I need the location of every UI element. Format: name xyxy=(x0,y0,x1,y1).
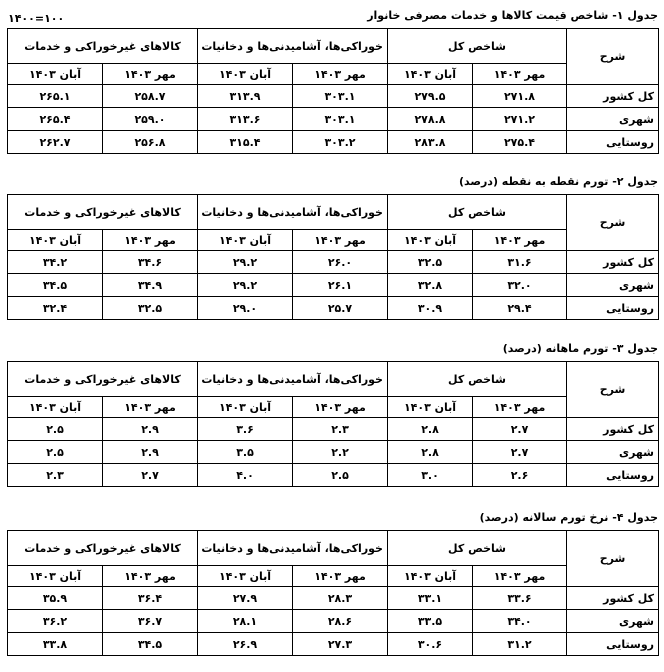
column-group-header: شاخص کل xyxy=(388,195,567,230)
table-row xyxy=(8,297,659,320)
table-cell: ۳۴.۶ xyxy=(103,251,198,274)
month-header: آبان ۱۴۰۳ xyxy=(388,397,473,418)
table-cell: ۳۴.۵ xyxy=(103,633,198,656)
table-cell: ۲۷۵.۴ xyxy=(473,131,567,154)
month-header: مهر ۱۴۰۳ xyxy=(293,566,388,587)
table-cell: ۲.۵ xyxy=(8,418,103,441)
month-header: آبان ۱۴۰۳ xyxy=(388,64,473,85)
row-label: شهری xyxy=(567,441,659,464)
header-row-groups xyxy=(8,362,659,397)
table-title: جدول ۴- نرخ تورم سالانه (درصد) xyxy=(479,511,658,524)
table-cell: ۳۴.۵ xyxy=(8,274,103,297)
month-header: آبان ۱۴۰۳ xyxy=(8,230,103,251)
row-label: کل کشور xyxy=(567,587,659,610)
table-title-row xyxy=(0,174,664,192)
table-section-4 xyxy=(0,510,664,651)
table-title: جدول ۲- تورم نقطه به نقطه (درصد) xyxy=(458,175,658,188)
table-title-row xyxy=(0,341,664,359)
table-cell: ۲.۷ xyxy=(103,464,198,487)
table-cell: ۲۹.۲ xyxy=(198,251,293,274)
month-header: آبان ۱۴۰۳ xyxy=(198,566,293,587)
table-cell: ۲۵۶.۸ xyxy=(103,131,198,154)
table-cell: ۳۰.۹ xyxy=(388,297,473,320)
table-cell: ۳۰.۶ xyxy=(388,633,473,656)
table-cell: ۲۵۸.۷ xyxy=(103,85,198,108)
month-header: آبان ۱۴۰۳ xyxy=(198,64,293,85)
column-group-header: خوراکی‌ها، آشامیدنی‌ها و دخانیات xyxy=(198,29,388,64)
table-cell: ۴.۰ xyxy=(198,464,293,487)
table-cell: ۳۰۳.۱ xyxy=(293,85,388,108)
table-cell: ۲۹.۰ xyxy=(198,297,293,320)
table-cell: ۲۶.۱ xyxy=(293,274,388,297)
table-cell: ۲۷۱.۸ xyxy=(473,85,567,108)
table-cell: ۲۶۲.۷ xyxy=(8,131,103,154)
table-cell: ۲۸.۱ xyxy=(198,610,293,633)
row-label-header: شرح xyxy=(567,531,659,587)
column-group-header: خوراکی‌ها، آشامیدنی‌ها و دخانیات xyxy=(198,195,388,230)
table-cell: ۳۱۳.۹ xyxy=(198,85,293,108)
table-cell: ۳۱.۶ xyxy=(473,251,567,274)
month-header: مهر ۱۴۰۳ xyxy=(473,397,567,418)
table-cell: ۲۹.۲ xyxy=(198,274,293,297)
column-group-header: خوراکی‌ها، آشامیدنی‌ها و دخانیات xyxy=(198,531,388,566)
table-cell: ۳۱۳.۶ xyxy=(198,108,293,131)
column-group-header: کالاهای غیرخوراکی و خدمات xyxy=(8,29,198,64)
row-label: روستایی xyxy=(567,633,659,656)
table-title: جدول ۱- شاخص قیمت کالاها و خدمات مصرفی خانوار xyxy=(367,9,658,22)
table-cell: ۲.۵ xyxy=(8,441,103,464)
column-group-header: شاخص کل xyxy=(388,531,567,566)
table-cell: ۳۴.۰ xyxy=(473,610,567,633)
month-header: آبان ۱۴۰۳ xyxy=(388,566,473,587)
header-row-months xyxy=(8,64,659,85)
table-cell: ۲.۹ xyxy=(103,418,198,441)
month-header: آبان ۱۴۰۳ xyxy=(8,397,103,418)
month-header: آبان ۱۴۰۳ xyxy=(388,230,473,251)
table-cell: ۲۶.۹ xyxy=(198,633,293,656)
column-group-header: خوراکی‌ها، آشامیدنی‌ها و دخانیات xyxy=(198,362,388,397)
table-cell: ۳۳.۱ xyxy=(388,587,473,610)
base-year-label: ۱۴۰۰=۱۰۰ xyxy=(8,12,65,25)
row-label: کل کشور xyxy=(567,418,659,441)
table-row xyxy=(8,418,659,441)
table-cell: ۳۲.۵ xyxy=(388,251,473,274)
table-cell: ۳۳.۵ xyxy=(388,610,473,633)
row-label: کل کشور xyxy=(567,251,659,274)
table-cell: ۲۸.۶ xyxy=(293,610,388,633)
row-label-header: شرح xyxy=(567,195,659,251)
table-cell: ۳۶.۴ xyxy=(103,587,198,610)
table-cell: ۲.۳ xyxy=(8,464,103,487)
data-table xyxy=(7,361,659,487)
row-label: شهری xyxy=(567,274,659,297)
table-cell: ۳۱۵.۴ xyxy=(198,131,293,154)
header-row-months xyxy=(8,230,659,251)
table-cell: ۳۶.۷ xyxy=(103,610,198,633)
data-table xyxy=(7,28,659,154)
table-cell: ۳۱.۲ xyxy=(473,633,567,656)
table-row xyxy=(8,251,659,274)
table-cell: ۳۶.۲ xyxy=(8,610,103,633)
table-cell: ۳.۰ xyxy=(388,464,473,487)
table-section-2 xyxy=(0,174,664,315)
table-cell: ۲.۵ xyxy=(293,464,388,487)
row-label: روستایی xyxy=(567,297,659,320)
month-header: مهر ۱۴۰۳ xyxy=(473,566,567,587)
table-cell: ۲۶.۰ xyxy=(293,251,388,274)
column-group-header: شاخص کل xyxy=(388,29,567,64)
table-cell: ۲۷۹.۵ xyxy=(388,85,473,108)
column-group-header: کالاهای غیرخوراکی و خدمات xyxy=(8,195,198,230)
month-header: آبان ۱۴۰۳ xyxy=(198,230,293,251)
row-label: کل کشور xyxy=(567,85,659,108)
row-label: روستایی xyxy=(567,131,659,154)
month-header: مهر ۱۴۰۳ xyxy=(103,230,198,251)
table-cell: ۳.۵ xyxy=(198,441,293,464)
table-title-row xyxy=(0,510,664,528)
data-table xyxy=(7,530,659,656)
table-title: جدول ۳- تورم ماهانه (درصد) xyxy=(502,342,658,355)
table-cell: ۲۹.۴ xyxy=(473,297,567,320)
row-label: شهری xyxy=(567,108,659,131)
row-label-header: شرح xyxy=(567,29,659,85)
table-row xyxy=(8,587,659,610)
table-cell: ۳۰۳.۲ xyxy=(293,131,388,154)
table-row xyxy=(8,85,659,108)
month-header: مهر ۱۴۰۳ xyxy=(473,230,567,251)
table-cell: ۲۸۳.۸ xyxy=(388,131,473,154)
table-cell: ۲۷.۹ xyxy=(198,587,293,610)
month-header: آبان ۱۴۰۳ xyxy=(198,397,293,418)
table-cell: ۲۷۱.۲ xyxy=(473,108,567,131)
table-cell: ۲.۸ xyxy=(388,418,473,441)
table-cell: ۲.۶ xyxy=(473,464,567,487)
table-row xyxy=(8,633,659,656)
month-header: مهر ۱۴۰۳ xyxy=(103,64,198,85)
table-cell: ۲.۹ xyxy=(103,441,198,464)
table-cell: ۲۵.۷ xyxy=(293,297,388,320)
table-cell: ۳۰۳.۱ xyxy=(293,108,388,131)
table-cell: ۲۵۹.۰ xyxy=(103,108,198,131)
table-cell: ۲۶۵.۱ xyxy=(8,85,103,108)
table-cell: ۳۵.۹ xyxy=(8,587,103,610)
table-cell: ۲.۷ xyxy=(473,441,567,464)
table-row xyxy=(8,610,659,633)
header-row-groups xyxy=(8,195,659,230)
row-label-header: شرح xyxy=(567,362,659,418)
table-cell: ۲.۷ xyxy=(473,418,567,441)
table-cell: ۲.۳ xyxy=(293,418,388,441)
table-row xyxy=(8,131,659,154)
month-header: مهر ۱۴۰۳ xyxy=(293,230,388,251)
table-cell: ۲۶۵.۴ xyxy=(8,108,103,131)
column-group-header: شاخص کل xyxy=(388,362,567,397)
table-row xyxy=(8,464,659,487)
row-label: روستایی xyxy=(567,464,659,487)
table-title-row xyxy=(0,8,664,26)
table-cell: ۳.۶ xyxy=(198,418,293,441)
month-header: مهر ۱۴۰۳ xyxy=(293,397,388,418)
month-header: مهر ۱۴۰۳ xyxy=(103,566,198,587)
header-row-groups xyxy=(8,531,659,566)
month-header: مهر ۱۴۰۳ xyxy=(293,64,388,85)
header-row-months xyxy=(8,566,659,587)
table-row xyxy=(8,441,659,464)
table-cell: ۲.۸ xyxy=(388,441,473,464)
column-group-header: کالاهای غیرخوراکی و خدمات xyxy=(8,362,198,397)
header-row-months xyxy=(8,397,659,418)
header-row-groups xyxy=(8,29,659,64)
table-row xyxy=(8,274,659,297)
data-table xyxy=(7,194,659,320)
table-cell: ۳۲.۰ xyxy=(473,274,567,297)
table-cell: ۳۲.۵ xyxy=(103,297,198,320)
table-cell: ۳۲.۸ xyxy=(388,274,473,297)
month-header: مهر ۱۴۰۳ xyxy=(473,64,567,85)
table-cell: ۳۴.۲ xyxy=(8,251,103,274)
table-cell: ۳۳.۸ xyxy=(8,633,103,656)
table-cell: ۲۷۸.۸ xyxy=(388,108,473,131)
table-cell: ۲۸.۳ xyxy=(293,587,388,610)
table-cell: ۲.۲ xyxy=(293,441,388,464)
table-row xyxy=(8,108,659,131)
month-header: آبان ۱۴۰۳ xyxy=(8,566,103,587)
row-label: شهری xyxy=(567,610,659,633)
table-cell: ۳۴.۹ xyxy=(103,274,198,297)
table-cell: ۳۲.۴ xyxy=(8,297,103,320)
table-section-3 xyxy=(0,341,664,482)
month-header: مهر ۱۴۰۳ xyxy=(103,397,198,418)
table-section-1 xyxy=(0,8,664,149)
table-cell: ۲۷.۳ xyxy=(293,633,388,656)
month-header: آبان ۱۴۰۳ xyxy=(8,64,103,85)
column-group-header: کالاهای غیرخوراکی و خدمات xyxy=(8,531,198,566)
table-cell: ۳۳.۶ xyxy=(473,587,567,610)
